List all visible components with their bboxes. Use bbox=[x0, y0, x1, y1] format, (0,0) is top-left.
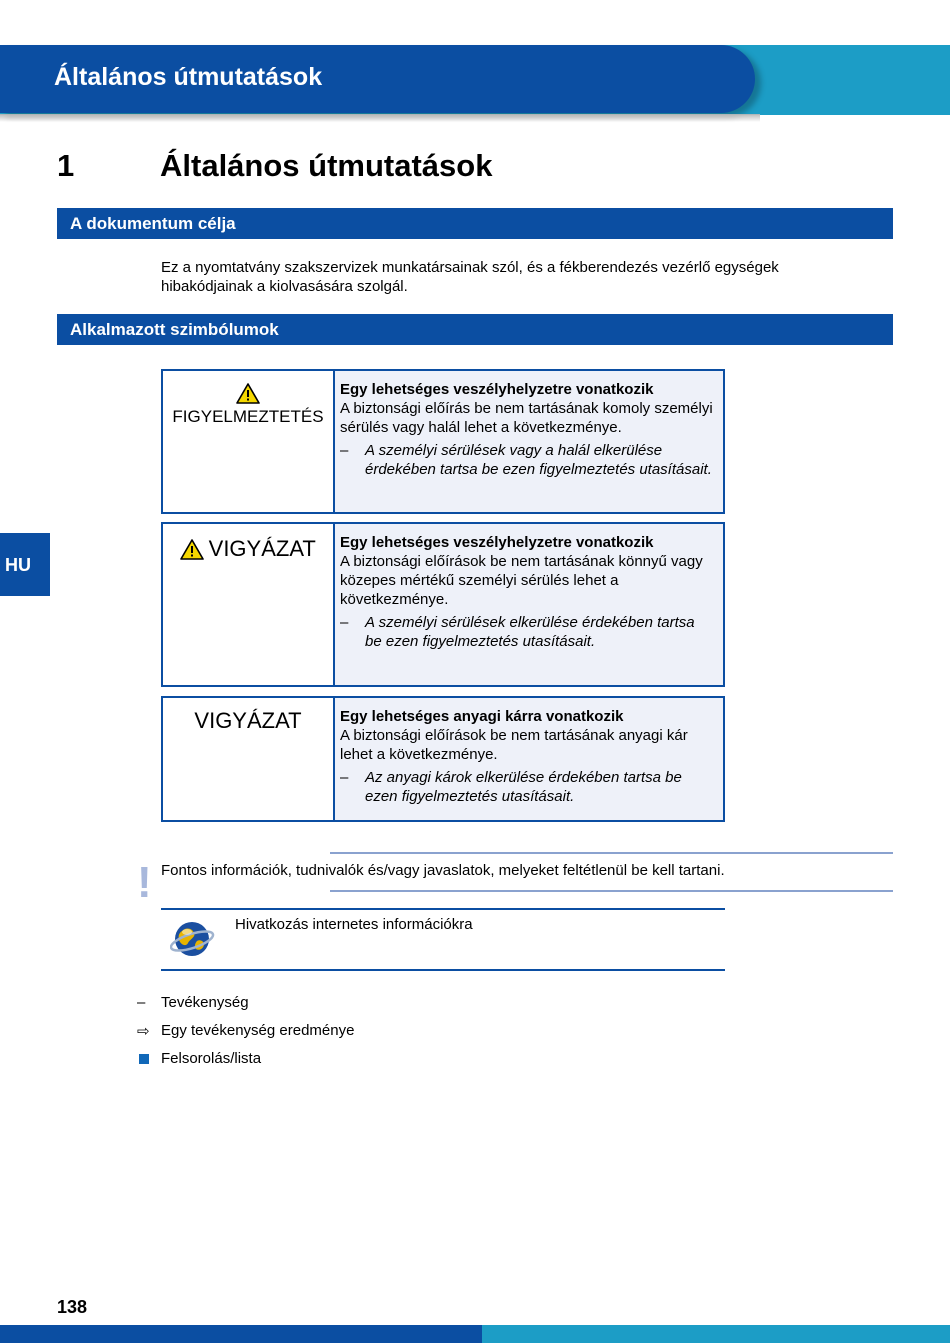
header-shadow bbox=[0, 114, 760, 122]
symbol-label: FIGYELMEZTETÉS bbox=[172, 407, 324, 426]
legend-item-result: Egy tevékenység eredménye bbox=[161, 1022, 355, 1039]
symbol-box-warning bbox=[161, 369, 725, 514]
symbol-body: A biztonsági előírás be nem tartásának komoly személyi sérülés vagy halál lehet a következménye. bbox=[340, 400, 713, 436]
section-heading-purpose: A dokumentum célja bbox=[57, 208, 893, 239]
page-number: 138 bbox=[57, 1297, 88, 1317]
section-heading-symbols: Alkalmazott szimbólumok bbox=[57, 314, 893, 345]
web-ref-text: Hivatkozás internetes információkra bbox=[235, 916, 473, 933]
warning-triangle-icon bbox=[236, 383, 260, 404]
legend-item-action: Tevékenység bbox=[161, 994, 249, 1011]
chapter-title: Általános útmutatások bbox=[160, 148, 493, 183]
symbol-body: A biztonsági előírások be nem tartásának anyagi kár lehet a következménye. bbox=[340, 727, 688, 763]
exclamation-icon: ! bbox=[137, 858, 152, 907]
web-ref-top-rule bbox=[161, 908, 725, 910]
symbol-heading: Egy lehetséges veszélyhelyzetre vonatkozik bbox=[340, 534, 654, 551]
symbol-label: VIGYÁZAT bbox=[194, 708, 302, 733]
footer-band bbox=[0, 1325, 482, 1343]
action-dash: – bbox=[340, 614, 349, 631]
symbol-description bbox=[335, 524, 723, 685]
footer-accent-band bbox=[482, 1325, 950, 1343]
symbol-label-cell bbox=[163, 698, 335, 820]
action-dash: – bbox=[340, 442, 349, 459]
symbol-action bbox=[340, 768, 715, 806]
chapter-number: 1 bbox=[57, 148, 75, 183]
symbol-heading: Egy lehetséges anyagi kárra vonatkozik bbox=[340, 708, 624, 725]
symbol-action-text: A személyi sérülések vagy a halál elkerülése érdekében tartsa be ezen figyelmeztetés utasításait. bbox=[365, 442, 712, 478]
symbol-body: A biztonsági előírások be nem tartásának könnyű vagy közepes mértékű személyi sérülés lehet a következménye. bbox=[340, 553, 703, 608]
symbol-action bbox=[340, 441, 715, 479]
web-ref-bottom-rule bbox=[161, 969, 725, 971]
header-title: Általános útmutatások bbox=[54, 63, 323, 91]
symbol-action bbox=[340, 613, 715, 651]
notice-bottom-rule bbox=[330, 890, 893, 892]
symbol-heading: Egy lehetséges veszélyhelyzetre vonatkozik bbox=[340, 381, 654, 398]
symbol-label: VIGYÁZAT bbox=[208, 536, 316, 561]
action-dash-mark: – bbox=[137, 994, 146, 1011]
symbol-label-cell bbox=[163, 371, 335, 512]
symbol-label-cell bbox=[163, 524, 335, 685]
action-dash: – bbox=[340, 769, 349, 786]
symbol-description bbox=[335, 371, 723, 512]
warning-triangle-icon bbox=[180, 539, 204, 560]
result-arrow-icon: ⇨ bbox=[137, 1023, 150, 1040]
symbol-box-notice bbox=[161, 696, 725, 822]
bullet-square-icon bbox=[139, 1054, 149, 1064]
symbol-box-caution bbox=[161, 522, 725, 687]
legend-item-list: Felsorolás/lista bbox=[161, 1050, 262, 1067]
notice-text: Fontos információk, tudnivalók és/vagy javaslatok, melyeket feltétlenül be kell tartani. bbox=[161, 862, 725, 879]
symbol-action-text: Az anyagi károk elkerülése érdekében tartsa be ezen figyelmeztetés utasításait. bbox=[365, 769, 682, 805]
purpose-text: Ez a nyomtatvány szakszervizek munkatársainak szól, és a fékberendezés vezérlő egységek hibakódjainak a kiolvasására szolgál. bbox=[161, 259, 779, 295]
language-tab: HU bbox=[0, 533, 50, 596]
symbol-action-text: A személyi sérülések elkerülése érdekében tartsa be ezen figyelmeztetés utasításait. bbox=[365, 614, 695, 650]
notice-top-rule bbox=[330, 852, 893, 854]
symbol-description bbox=[335, 698, 723, 820]
globe-icon bbox=[170, 919, 216, 959]
